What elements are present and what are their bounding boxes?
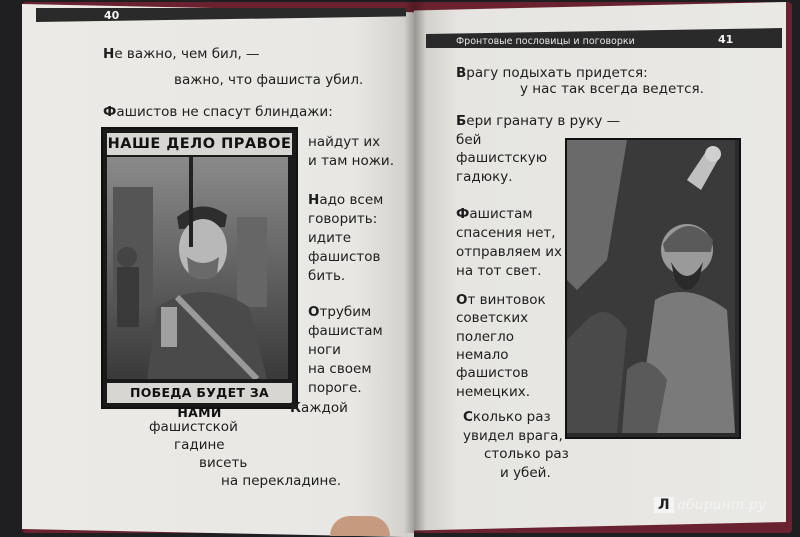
- thumb-holding-book: [330, 516, 390, 536]
- proverb-1-text: е важно, чем бил, —: [114, 46, 260, 62]
- labirint-watermark: [654, 497, 766, 513]
- r-proverb-3-line-4: на тот свет.: [456, 263, 542, 279]
- proverb-2-line-1: Фашистов не спасут блиндажи:: [103, 104, 333, 120]
- soldier-grenade-illustration: [565, 138, 741, 439]
- running-head: Фронтовые пословицы и поговорки: [456, 36, 635, 47]
- r-proverb-4-line-2: советских: [456, 310, 529, 326]
- proverb-5-line-4: висеть: [199, 455, 248, 471]
- book-gutter: [404, 0, 426, 533]
- proverb-3-line-5: бить.: [308, 268, 346, 284]
- proverb-4-line-1: Отрубим: [308, 304, 372, 320]
- r-proverb-5-line-4: и убей.: [500, 465, 551, 481]
- r-proverb-5-line-1: Сколько раз: [463, 409, 551, 425]
- r-proverb-4-line-3: полегло: [456, 329, 515, 345]
- proverb-5-line-1: Каждой: [290, 400, 348, 416]
- proverb-3-line-3: идите: [308, 230, 352, 246]
- r-proverb-1-line-2: у нас так всегда ведется.: [520, 81, 704, 97]
- proverb-4-line-3: ноги: [308, 342, 341, 358]
- r-proverb-2-line-3: фашистскую: [456, 150, 548, 166]
- proverb-5-line-3: гадине: [174, 437, 225, 453]
- r-proverb-2-line-2: бей: [456, 132, 482, 148]
- proverb-4-line-4: на своем: [308, 361, 372, 377]
- war-poster-image: [101, 127, 298, 420]
- proverb-2-cont-1: найдут их: [308, 134, 381, 150]
- watermark-text: абиринт.ру: [677, 497, 766, 513]
- proverb-1-line-1: Не важно, чем бил, —: [103, 46, 260, 62]
- page-number-left: 40: [104, 9, 120, 22]
- r-proverb-5-line-2: увидел врага,: [463, 428, 563, 444]
- watermark-logo-icon: Л: [654, 497, 674, 513]
- r-proverb-5-line-3: столько раз: [484, 446, 569, 462]
- r-proverb-3-line-2: спасения нет,: [456, 225, 556, 241]
- poster-bottom-caption: ПОБЕДА БУДЕТ ЗА НАМИ: [107, 383, 292, 403]
- page-number-right: 41: [718, 33, 734, 46]
- proverb-2-cont-2: и там ножи.: [308, 153, 394, 169]
- proverb-5-line-5: на перекладине.: [221, 473, 341, 489]
- proverb-5-line-2: фашистской: [149, 419, 238, 435]
- r-proverb-4-line-4: немало: [456, 347, 509, 363]
- r-proverb-4-line-1: От винтовок: [456, 292, 546, 308]
- r-proverb-3-line-3: отправляем их: [456, 244, 563, 260]
- r-proverb-4-line-6: немецких.: [456, 384, 531, 400]
- proverb-1-line-2: важно, что фашиста убил.: [174, 72, 364, 88]
- poster-top-caption: НАШЕ ДЕЛО ПРАВОЕ: [107, 133, 292, 155]
- r-proverb-2-line-4: гадюку.: [456, 169, 513, 185]
- proverb-4-line-5: пороге.: [308, 380, 362, 396]
- r-proverb-4-line-5: фашистов: [456, 365, 529, 381]
- soldier-illustration: [107, 157, 292, 381]
- proverb-3-line-2: говорить:: [308, 211, 378, 227]
- proverb-3-line-1: Надо всем: [308, 192, 384, 208]
- r-proverb-3-line-1: Фашистам: [456, 206, 533, 222]
- proverb-4-line-2: фашистам: [308, 323, 383, 339]
- r-proverb-2-line-1: Бери гранату в руку —: [456, 113, 621, 129]
- r-proverb-1-line-1: Врагу подыхать придется:: [456, 65, 648, 81]
- proverb-3-line-4: фашистов: [308, 249, 381, 265]
